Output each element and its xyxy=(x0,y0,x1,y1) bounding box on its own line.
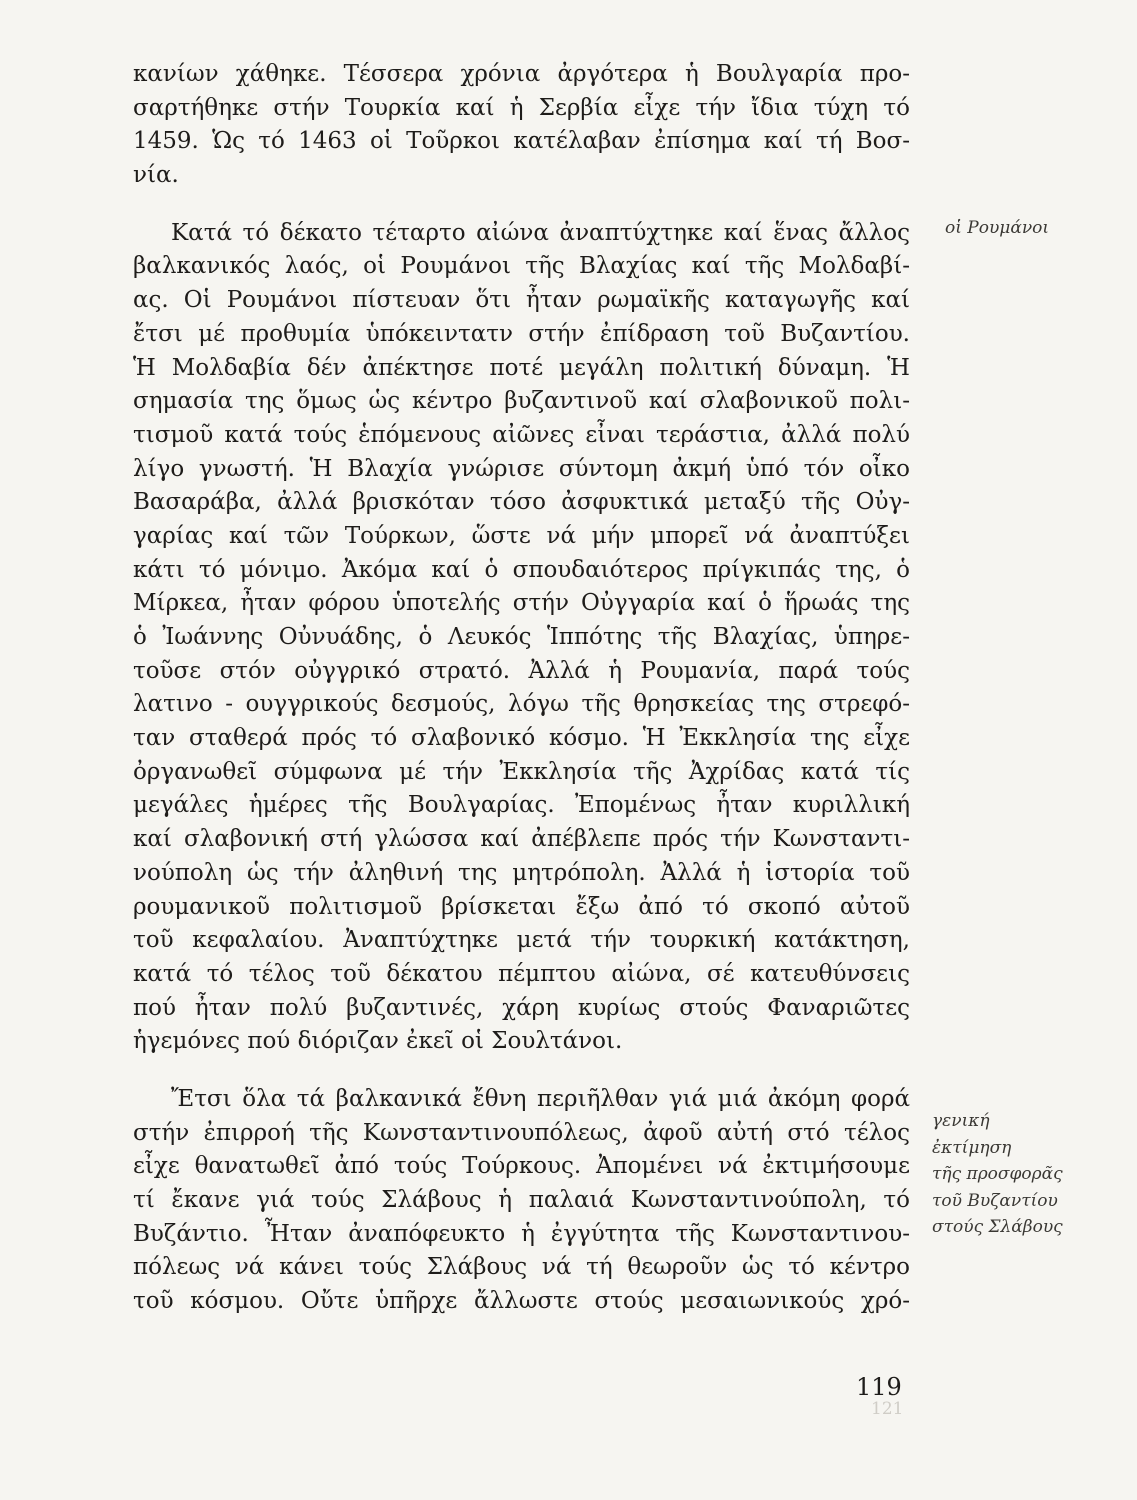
text-line: στήν ἐπιρροή τῆς Κωνσταντινουπόλεως, ἀφοῦ αὐτή στό τέλος xyxy=(133,1119,910,1146)
margin-note-line: ἐκτίμηση xyxy=(932,1137,1012,1158)
text-line: Κατά τό δέκατο τέταρτο αἰώνα ἀναπτύχτηκε καί ἕνας ἄλλος xyxy=(171,219,910,246)
text-line: κάτι τό μόνιμο. Ἀκόμα καί ὁ σπουδαιότερος πρίγκιπάς της, ὁ xyxy=(133,556,910,583)
text-line: τί ἔκανε γιά τούς Σλάβους ἡ παλαιά Κωνσταντινούπολη, τό xyxy=(133,1187,910,1213)
paragraph-romanians xyxy=(133,217,910,1059)
margin-note-evaluation xyxy=(932,1108,1063,1241)
text-line: πού ἦταν πολύ βυζαντινές, χάρη κυρίως στούς Φαναριῶτες xyxy=(133,994,910,1021)
text-line: νούπολη ὡς τήν ἀληθινή της μητρόπολη. Ἀλλά ἡ ἱστορία τοῦ xyxy=(133,859,910,886)
margin-note-line: τῆς προσφορᾶς xyxy=(932,1164,1063,1184)
text-line: εἶχε θανατωθεῖ ἀπό τούς Τούρκους. Ἀπομένει νά ἐκτιμήσουμε xyxy=(133,1153,910,1180)
margin-note-romanians: οἱ Ρουμάνοι xyxy=(945,218,1050,238)
text-line: τοῦσε στόν οὐγγρικό στρατό. Ἀλλά ἡ Ρουμανία, παρά τούς xyxy=(133,657,910,684)
text-line: Ἡ Μολδαβία δέν ἀπέκτησε ποτέ μεγάλη πολιτική δύναμη. Ἡ xyxy=(133,354,910,381)
bleed-through-page-number: 121 xyxy=(871,1399,904,1419)
margin-note-line: γενική xyxy=(932,1111,990,1131)
text-line: ἔτσι μέ προθυμία ὑπόκειντατν στήν ἐπίδραση τοῦ Βυζαντίου. xyxy=(133,320,910,347)
paragraph-byzantine-evaluation xyxy=(133,1083,910,1319)
text-line: ταν σταθερά πρός τό σλαβονικό κόσμο. Ἡ Ἐκκλησία της εἶχε xyxy=(133,725,910,752)
text-line: νία. xyxy=(133,162,179,189)
margin-note-line: τοῦ Βυζαντίου xyxy=(932,1190,1058,1211)
text-line: ρουμανικοῦ πολιτισμοῦ βρίσκεται ἔξω ἀπό τό σκοπό αὐτοῦ xyxy=(133,893,910,920)
text-line: σαρτήθηκε στήν Τουρκία καί ἡ Σερβία εἶχε τήν ἴδια τύχη τό xyxy=(133,94,910,121)
text-line: βαλκανικός λαός, οἱ Ρουμάνοι τῆς Βλαχίας καί τῆς Μολδαβί- xyxy=(133,253,910,280)
text-line: πόλεως νά κάνει τούς Σλάβους νά τή θεωροῦν ὡς τό κέντρο xyxy=(133,1254,910,1281)
margin-note-line: στούς Σλάβους xyxy=(932,1217,1063,1237)
text-line: Μίρκεα, ἦταν φόρου ὑποτελής στήν Οὐγγαρία καί ὁ ἥρωάς της xyxy=(133,590,910,617)
text-line: Ἔτσι ὅλα τά βαλκανικά ἔθνη περιῆλθαν γιά μιά ἀκόμη φορά xyxy=(171,1085,910,1112)
paragraph-balkan-conquests xyxy=(133,58,910,193)
text-line: ἡγεμόνες πού διόριζαν ἐκεῖ οἱ Σουλτάνοι. xyxy=(133,1028,623,1055)
text-line: τοῦ κόσμου. Οὔτε ὑπῆρχε ἄλλωστε στούς μεσαιωνικούς χρό- xyxy=(133,1288,910,1315)
text-line: Βυζάντιο. Ἦταν ἀναπόφευκτο ἡ ἐγγύτητα τῆς Κωνσταντινου- xyxy=(133,1220,910,1247)
page-number: 119 xyxy=(856,1373,902,1401)
text-line: λατινο - ουγγρικούς δεσμούς, λόγω τῆς θρησκείας της στρεφό- xyxy=(133,691,910,718)
text-line: κατά τό τέλος τοῦ δέκατου πέμπτου αἰώνα, σέ κατευθύνσεις xyxy=(133,960,910,987)
text-line: γαρίας καί τῶν Τούρκων, ὥστε νά μήν μπορεῖ νά ἀναπτύξει xyxy=(133,522,910,549)
text-line: ὁ Ἰωάννης Οὐνυάδης, ὁ Λευκός Ἱππότης τῆς Βλαχίας, ὑπηρε- xyxy=(133,624,910,650)
paragraph-spacer xyxy=(133,1059,910,1083)
paragraph-spacer xyxy=(133,193,910,217)
text-line: τισμοῦ κατά τούς ἑπόμενους αἰῶνες εἶναι τεράστια, ἀλλά πολύ xyxy=(133,421,910,448)
text-line: κανίων χάθηκε. Τέσσερα χρόνια ἀργότερα ἡ Βουλγαρία προ- xyxy=(133,61,910,87)
text-line: λίγο γνωστή. Ἡ Βλαχία γνώρισε σύντομη ἀκμή ὑπό τόν οἶκο xyxy=(133,455,910,482)
text-line: 1459. Ὡς τό 1463 οἱ Τοῦρκοι κατέλαβαν ἐπίσημα καί τή Βοσ- xyxy=(133,128,910,155)
text-line: σημασία της ὅμως ὡς κέντρο βυζαντινοῦ καί σλαβονικοῦ πολι- xyxy=(133,388,910,415)
text-line: μεγάλες ἡμέρες τῆς Βουλγαρίας. Ἐπομένως ἦταν κυριλλική xyxy=(133,792,910,819)
text-line: τοῦ κεφαλαίου. Ἀναπτύχτηκε μετά τήν τουρκική κατάκτηση, xyxy=(133,927,910,954)
text-line: καί σλαβονική στή γλώσσα καί ἀπέβλεπε πρός τήν Κωνσταντι- xyxy=(133,826,910,853)
text-line: Βασαράβα, ἀλλά βρισκόταν τόσο ἀσφυκτικά μεταξύ τῆς Οὐγ- xyxy=(133,489,910,516)
text-line: ὀργανωθεῖ σύμφωνα μέ τήν Ἐκκλησία τῆς Ἀχρίδας κατά τίς xyxy=(133,758,910,785)
text-line: ας. Οἱ Ρουμάνοι πίστευαν ὅτι ἦταν ρωμαϊκῆς καταγωγῆς καί xyxy=(133,287,910,314)
main-text-column xyxy=(133,58,910,1319)
